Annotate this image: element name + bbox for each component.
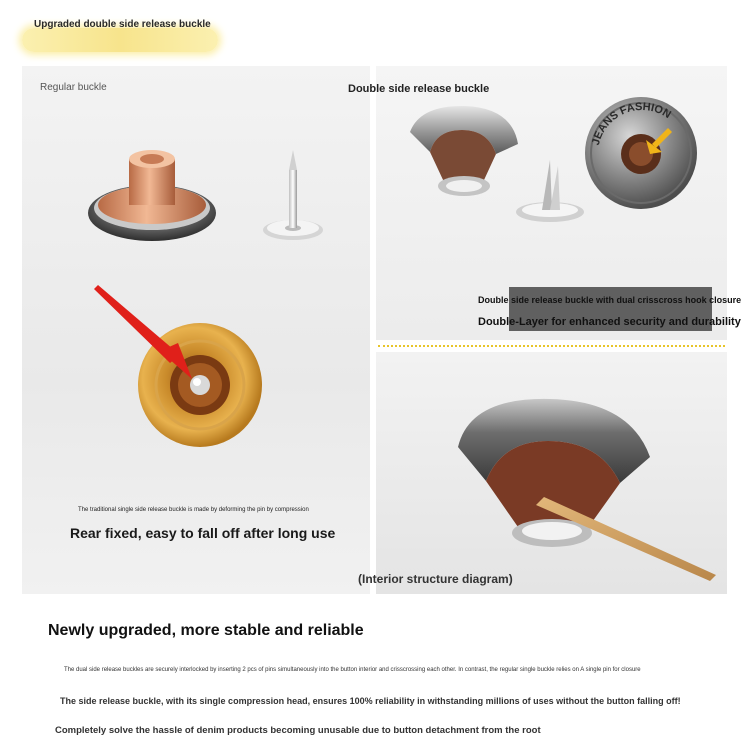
double-buckle-label: Double side release buckle [348,83,490,95]
footer-description-last: Completely solve the hassle of denim products becoming unusable due to button detachment from the root [55,725,541,736]
header-tag [22,19,218,52]
regular-pin-illustration [258,148,328,248]
footer-description-small: The dual side release buckles are securely interlocked by inserting 2 pcs of pins simultaneously into the button interior and crisscrossing each other. In contrast, the regular single buckle relies on A single pin for closure [64,667,641,673]
section-divider [378,345,725,347]
regular-buckle-label: Regular buckle [40,82,107,93]
regular-buckle-illustration [80,145,270,255]
footer-headline: Newly upgraded, more stable and reliable [48,622,364,639]
header-tag-label: Upgraded double side release buckle [34,19,211,30]
regular-buckle-caption: Rear fixed, easy to fall off after long use [70,525,336,541]
interior-structure-caption: (Interior structure diagram) [358,572,513,586]
footer-description-mid: The side release buckle, with its single compression head, ensures 100% reliability in withstanding millions of uses without the button falling off! [60,696,681,706]
interior-structure-illustration [440,385,720,585]
feature-line-1: Double side release buckle with dual crisscross hook closure [478,295,742,305]
jeans-fashion-button-illustration [582,94,700,212]
double-buckle-illustration [400,100,600,230]
regular-buckle-note: The traditional single side release buckle is made by deforming the pin by compression [78,507,309,513]
regular-buckle-back-illustration [88,285,288,455]
feature-line-2: Double-Layer for enhanced security and durability [478,316,741,328]
button-engraving-text: JEANS FASHION [589,100,673,147]
